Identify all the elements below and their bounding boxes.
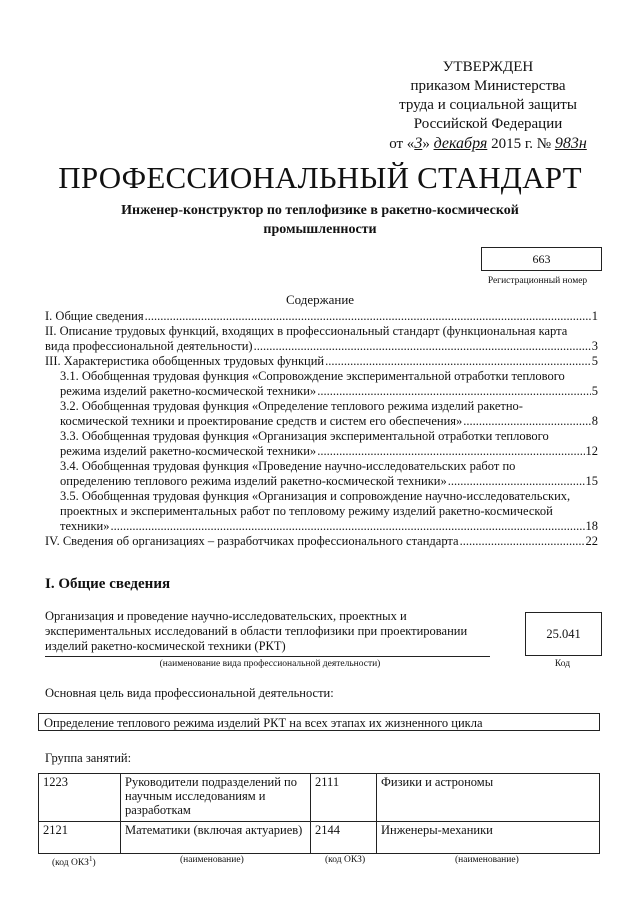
approval-heading: УТВЕРЖДЕН	[442, 59, 534, 75]
document-subtitle: Инженер-конструктор по теплофизике в ракетно-космической промышленности	[121, 203, 519, 237]
approval-block	[388, 58, 588, 154]
toc-entry[interactable]: II. Описание трудовых функций, входящих в профессиональный стандарт (функциональная карта вида профессиональной деятельности) ..... 3	[45, 324, 598, 354]
okz-caption: (код ОКЗ)	[325, 855, 366, 865]
okz-caption: (код ОКЗ$^1$)	[52, 855, 96, 869]
activity-code-caption: Код	[554, 659, 571, 669]
toc-entry[interactable]: 3.5. Обобщенная трудовая функция «Организация и сопровождение научно-исследовательских, проектных и экспериментальных работ по тепловому режиму изделий ракетно-космической техники» ..... 18	[45, 489, 598, 534]
occupation-name: Инженеры-механики	[377, 822, 600, 854]
table-row	[39, 774, 600, 822]
approval-number: 983н	[554, 135, 587, 152]
occupation-table	[38, 773, 600, 854]
approval-line: Российской Федерации	[413, 116, 563, 132]
approval-day: 3	[414, 135, 423, 152]
section-heading: I. Общие сведения	[45, 576, 171, 592]
toc-entry[interactable]: 3.3. Обобщенная трудовая функция «Организация экспериментальной отработки теплового режима изделий ракетно-космической техники» ..... 12	[45, 429, 598, 459]
document-title: ПРОФЕССИОНАЛЬНЫЙ СТАНДАРТ	[58, 160, 582, 195]
registration-number-box: 663	[481, 247, 602, 271]
goal-label: Основная цель вида профессиональной деятельности:	[45, 686, 334, 700]
okz-code: 2111	[311, 774, 377, 822]
toc-entry[interactable]: 3.4. Обобщенная трудовая функция «Проведение научно-исследовательских работ по определению теплового режима изделий ракетно-космической техники» ..... 15	[45, 459, 598, 489]
table-of-contents	[45, 309, 598, 549]
approval-line: приказом Министерства	[410, 78, 566, 94]
toc-entry[interactable]: 3.1. Обобщенная трудовая функция «Сопровождение экспериментальной отработки теплового режима изделий ракетно-космической техники» ..... 5	[45, 369, 598, 399]
occupation-name: Физики и астрономы	[377, 774, 600, 822]
activity-underline	[45, 656, 490, 657]
registration-number-label: Регистрационный номер	[487, 276, 588, 286]
toc-entry[interactable]: I. Общие сведения ..... 1	[45, 309, 598, 324]
occupation-name: Руководители подразделений по научным исследованиям и разработкам	[121, 774, 311, 822]
approval-date-line: от «3» декабря 2015 г. № 983н	[389, 135, 587, 152]
okz-code: 1223	[39, 774, 121, 822]
activity-caption: (наименование вида профессиональной деятельности)	[159, 659, 381, 669]
name-caption: (наименование)	[180, 855, 244, 865]
toc-entry[interactable]: 3.2. Обобщенная трудовая функция «Определение теплового режима изделий ракетно- космической техники и проектирование средств и систем его обеспечения» ..... 8	[45, 399, 598, 429]
approval-month: декабря	[433, 135, 488, 152]
okz-code: 2144	[311, 822, 377, 854]
approval-line: труда и социальной защиты	[399, 97, 577, 113]
table-row	[39, 822, 600, 854]
occupation-group-label: Группа занятий:	[45, 751, 132, 765]
occupation-name: Математики (включая актуариев)	[121, 822, 311, 854]
toc-title: Содержание	[285, 292, 355, 307]
toc-entry[interactable]: III. Характеристика обобщенных трудовых функций ..... 5	[45, 354, 598, 369]
goal-box: Определение теплового режима изделий РКТ на всех этапах их жизненного цикла	[38, 713, 600, 731]
name-caption: (наименование)	[455, 855, 519, 865]
toc-entry[interactable]: IV. Сведения об организациях – разработчиках профессионального стандарта ..... 22	[45, 534, 598, 549]
activity-name: Организация и проведение научно-исследовательских, проектных и экспериментальных исследований в области теплофизики при проектировании изделий ракетно-космической техники (РКТ)	[45, 609, 468, 653]
okz-code: 2121	[39, 822, 121, 854]
activity-code-box: 25.041	[525, 612, 602, 656]
